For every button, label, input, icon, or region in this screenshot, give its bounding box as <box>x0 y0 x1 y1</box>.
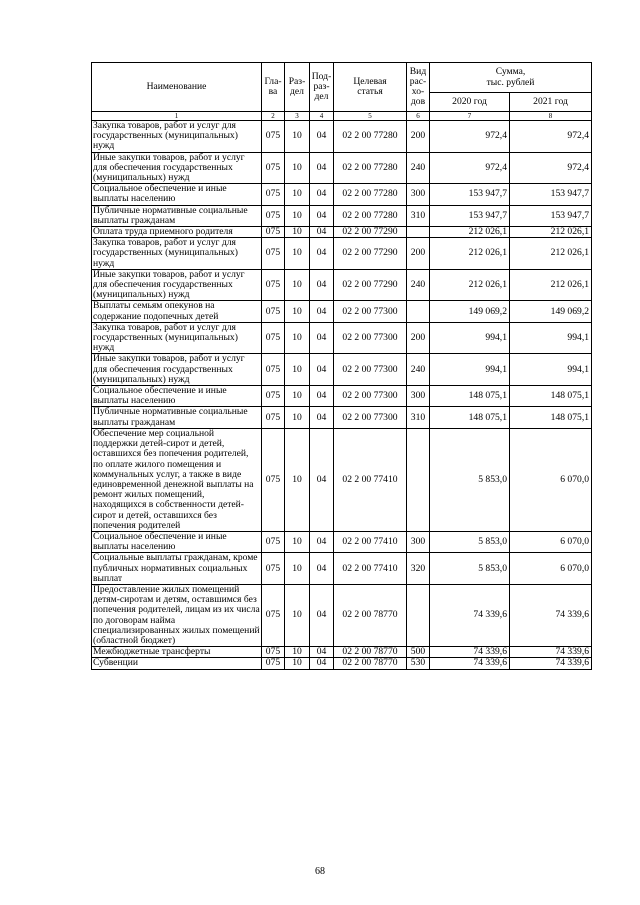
row-name-cell: Публичные нормативные социальные выплаты гражданам <box>92 407 262 428</box>
row-razdel-cell: 10 <box>285 227 310 238</box>
row-stat-cell: 02 2 00 77300 <box>334 354 407 386</box>
row-name-cell: Предоставление жилых помещений детям-сиротам и детям, оставшимся без попечения родителей, лицам из их числа по договорам найма специализированных жилых помещений (областной бюджет) <box>93 583 260 646</box>
row-glava-cell: 075 <box>262 121 285 153</box>
row-glava-cell: 075 <box>262 531 285 552</box>
row-vid-cell: 500 <box>407 647 430 658</box>
table-row <box>92 269 592 301</box>
row-podrazdel-cell: 04 <box>310 407 334 428</box>
header-year-2021: 2021 год <box>510 93 592 112</box>
row-razdel-cell: 10 <box>285 553 310 585</box>
row-sum-2020-cell: 212 026,1 <box>430 238 510 270</box>
row-sum-2021-cell: 972,4 <box>510 152 592 184</box>
row-stat-cell: 02 2 00 77300 <box>334 407 407 428</box>
row-sum-2021-cell: 212 026,1 <box>510 227 592 238</box>
column-index-cell: 6 <box>407 112 430 121</box>
row-glava-cell: 075 <box>262 584 285 646</box>
table-row <box>92 238 592 270</box>
row-name-cell: Социальное обеспечение и иные выплаты населению <box>92 386 262 407</box>
row-stat-cell: 02 2 00 77300 <box>334 386 407 407</box>
row-vid-cell <box>407 301 430 322</box>
row-stat-cell: 02 2 00 78770 <box>334 647 407 658</box>
row-sum-2021-cell: 74 339,6 <box>510 658 592 669</box>
row-sum-2021-cell: 6 070,0 <box>510 531 592 552</box>
table-body <box>92 121 592 670</box>
row-podrazdel-cell: 04 <box>310 184 334 205</box>
column-index-cell: 8 <box>510 112 592 121</box>
row-sum-2020-cell: 212 026,1 <box>430 227 510 238</box>
row-sum-2021-cell: 74 339,6 <box>510 647 592 658</box>
row-name-cell: Публичные нормативные социальные выплаты гражданам <box>92 205 262 226</box>
row-glava-cell: 075 <box>262 205 285 226</box>
row-sum-2020-cell: 74 339,6 <box>430 584 510 646</box>
row-sum-2021-cell: 153 947,7 <box>510 184 592 205</box>
row-name-cell: Закупка товаров, работ и услуг для государственных (муниципальных) нужд <box>92 238 262 270</box>
row-glava-cell: 075 <box>262 301 285 322</box>
row-sum-2020-cell: 5 853,0 <box>430 531 510 552</box>
row-stat-cell: 02 2 00 78770 <box>334 658 407 669</box>
row-glava-cell: 075 <box>262 184 285 205</box>
row-vid-cell: 240 <box>407 152 430 184</box>
row-sum-2020-cell: 148 075,1 <box>430 407 510 428</box>
row-vid-cell: 320 <box>407 553 430 585</box>
row-podrazdel-cell: 04 <box>310 227 334 238</box>
row-razdel-cell: 10 <box>285 531 310 552</box>
row-name-cell: Иные закупки товаров, работ и услуг для обеспечения государственных (муниципальных) нужд <box>92 354 262 386</box>
row-sum-2021-cell: 972,4 <box>510 121 592 153</box>
row-sum-2020-cell: 149 069,2 <box>430 301 510 322</box>
row-podrazdel-cell: 04 <box>310 658 334 669</box>
table-row <box>92 428 592 531</box>
budget-table <box>91 62 592 670</box>
row-sum-2020-cell: 153 947,7 <box>430 205 510 226</box>
row-name-cell: Иные закупки товаров, работ и услуг для обеспечения государственных (муниципальных) нужд <box>92 269 262 301</box>
row-name-cell: Межбюджетные трансферты <box>92 647 262 658</box>
row-vid-cell <box>407 428 430 531</box>
column-index-cell: 1 <box>92 112 262 121</box>
row-razdel-cell: 10 <box>285 301 310 322</box>
row-name-cell: Иные закупки товаров, работ и услуг для обеспечения государственных (муниципальных) нужд <box>92 152 262 184</box>
row-sum-2020-cell: 153 947,7 <box>430 184 510 205</box>
row-sum-2021-cell: 6 070,0 <box>510 428 592 531</box>
row-glava-cell: 075 <box>262 227 285 238</box>
budget-table-sheet <box>91 62 591 670</box>
row-name-cell: Оплата труда приемного родителя <box>92 227 262 238</box>
table-row <box>92 152 592 184</box>
row-sum-2021-cell: 212 026,1 <box>510 238 592 270</box>
table-row <box>92 647 592 658</box>
row-razdel-cell: 10 <box>285 322 310 354</box>
table-row <box>92 354 592 386</box>
row-name-cell: Закупка товаров, работ и услуг для государственных (муниципальных) нужд <box>92 121 262 153</box>
row-sum-2021-cell: 148 075,1 <box>510 386 592 407</box>
row-glava-cell: 075 <box>262 354 285 386</box>
table-row <box>92 584 592 646</box>
header-razdel: Раз- дел <box>285 63 310 112</box>
row-name-cell: Социальные выплаты гражданам, кроме публичных нормативных социальных выплат <box>92 553 262 585</box>
column-index-cell: 5 <box>334 112 407 121</box>
row-sum-2021-cell: 153 947,7 <box>510 205 592 226</box>
row-podrazdel-cell: 04 <box>310 386 334 407</box>
row-name-cell: Выплаты семьям опекунов на содержание подопечных детей <box>92 301 262 322</box>
row-razdel-cell: 10 <box>285 407 310 428</box>
row-vid-cell: 530 <box>407 658 430 669</box>
row-podrazdel-cell: 04 <box>310 647 334 658</box>
row-vid-cell: 300 <box>407 386 430 407</box>
row-sum-2021-cell: 74 339,6 <box>510 584 592 646</box>
row-glava-cell: 075 <box>262 407 285 428</box>
row-name-cell: Обеспечение мер социальной поддержки детей-сирот и детей, оставшихся без попечения родителей, по оплате жилого помещения и коммунальных услуг, а также в виде единовременной денежной выплаты на ремонт жилых помещений, находящихся в собственности детей-сирот и детей, оставшихся без попечения родителей <box>92 428 262 531</box>
column-index-cell: 4 <box>310 112 334 121</box>
row-podrazdel-cell: 04 <box>310 238 334 270</box>
row-stat-cell: 02 2 00 77280 <box>334 152 407 184</box>
row-podrazdel-cell: 04 <box>310 301 334 322</box>
header-year-2020: 2020 год <box>430 93 510 112</box>
row-stat-cell: 02 2 00 77290 <box>334 238 407 270</box>
row-razdel-cell: 10 <box>285 269 310 301</box>
row-sum-2020-cell: 212 026,1 <box>430 269 510 301</box>
row-razdel-cell: 10 <box>285 238 310 270</box>
row-stat-cell: 02 2 00 77300 <box>334 301 407 322</box>
table-row <box>92 121 592 153</box>
row-vid-cell: 200 <box>407 238 430 270</box>
row-name-cell: Социальное обеспечение и иные выплаты населению <box>92 531 262 552</box>
row-stat-cell: 02 2 00 77290 <box>334 227 407 238</box>
row-glava-cell: 075 <box>262 152 285 184</box>
column-index-cell: 7 <box>430 112 510 121</box>
column-index-cell: 2 <box>262 112 285 121</box>
row-vid-cell: 310 <box>407 205 430 226</box>
row-podrazdel-cell: 04 <box>310 428 334 531</box>
row-vid-cell: 300 <box>407 531 430 552</box>
row-sum-2020-cell: 994,1 <box>430 354 510 386</box>
row-name-cell: Закупка товаров, работ и услуг для государственных (муниципальных) нужд <box>92 322 262 354</box>
header-vid: Вид рас- хо- дов <box>407 63 430 112</box>
row-stat-cell: 02 2 00 78770 <box>334 584 407 646</box>
row-sum-2020-cell: 972,4 <box>430 121 510 153</box>
row-glava-cell: 075 <box>262 553 285 585</box>
row-razdel-cell: 10 <box>285 428 310 531</box>
row-podrazdel-cell: 04 <box>310 322 334 354</box>
row-sum-2020-cell: 74 339,6 <box>430 647 510 658</box>
row-name-cell: Субвенции <box>92 658 262 669</box>
table-row <box>92 227 592 238</box>
row-razdel-cell: 10 <box>285 152 310 184</box>
row-sum-2021-cell: 212 026,1 <box>510 269 592 301</box>
row-razdel-cell: 10 <box>285 647 310 658</box>
table-row <box>92 386 592 407</box>
row-razdel-cell: 10 <box>285 121 310 153</box>
table-row <box>92 407 592 428</box>
table-row <box>92 553 592 585</box>
header-stat: Целевая статья <box>334 63 407 112</box>
row-podrazdel-cell: 04 <box>310 121 334 153</box>
row-razdel-cell: 10 <box>285 386 310 407</box>
header-podrazdel: Под- раз- дел <box>310 63 334 112</box>
row-sum-2021-cell: 6 070,0 <box>510 553 592 585</box>
row-vid-cell: 300 <box>407 184 430 205</box>
row-podrazdel-cell: 04 <box>310 152 334 184</box>
row-glava-cell: 075 <box>262 428 285 531</box>
header-summa: Сумма, тыс. рублей <box>430 63 592 93</box>
row-glava-cell: 075 <box>262 322 285 354</box>
row-vid-cell <box>407 227 430 238</box>
column-index-cell: 3 <box>285 112 310 121</box>
row-sum-2020-cell: 148 075,1 <box>430 386 510 407</box>
row-sum-2021-cell: 994,1 <box>510 322 592 354</box>
row-sum-2021-cell: 994,1 <box>510 354 592 386</box>
row-vid-cell: 240 <box>407 354 430 386</box>
row-sum-2021-cell: 149 069,2 <box>510 301 592 322</box>
row-podrazdel-cell: 04 <box>310 584 334 646</box>
row-sum-2020-cell: 972,4 <box>430 152 510 184</box>
row-name-cell: Социальное обеспечение и иные выплаты населению <box>92 184 262 205</box>
page-number: 68 <box>315 866 325 877</box>
row-vid-cell: 200 <box>407 322 430 354</box>
row-stat-cell: 02 2 00 77300 <box>334 322 407 354</box>
row-razdel-cell: 10 <box>285 205 310 226</box>
row-sum-2020-cell: 994,1 <box>430 322 510 354</box>
row-stat-cell: 02 2 00 77410 <box>334 428 407 531</box>
header-glava: Гла- ва <box>262 63 285 112</box>
table-row <box>92 658 592 669</box>
table-row <box>92 531 592 552</box>
row-sum-2020-cell: 5 853,0 <box>430 553 510 585</box>
row-glava-cell: 075 <box>262 386 285 407</box>
row-stat-cell: 02 2 00 77280 <box>334 184 407 205</box>
row-glava-cell: 075 <box>262 269 285 301</box>
row-vid-cell: 240 <box>407 269 430 301</box>
table-row <box>92 301 592 322</box>
table-row <box>92 322 592 354</box>
header-name: Наименование <box>92 63 262 112</box>
row-podrazdel-cell: 04 <box>310 354 334 386</box>
row-razdel-cell: 10 <box>285 584 310 646</box>
row-vid-cell: 310 <box>407 407 430 428</box>
row-sum-2020-cell: 74 339,6 <box>430 658 510 669</box>
row-razdel-cell: 10 <box>285 184 310 205</box>
row-stat-cell: 02 2 00 77410 <box>334 531 407 552</box>
row-glava-cell: 075 <box>262 658 285 669</box>
row-glava-cell: 075 <box>262 238 285 270</box>
row-podrazdel-cell: 04 <box>310 553 334 585</box>
row-vid-cell: 200 <box>407 121 430 153</box>
row-vid-cell <box>407 584 430 646</box>
row-stat-cell: 02 2 00 77280 <box>334 205 407 226</box>
row-glava-cell: 075 <box>262 647 285 658</box>
row-stat-cell: 02 2 00 77410 <box>334 553 407 585</box>
row-podrazdel-cell: 04 <box>310 205 334 226</box>
row-stat-cell: 02 2 00 77280 <box>334 121 407 153</box>
row-podrazdel-cell: 04 <box>310 531 334 552</box>
row-sum-2020-cell: 5 853,0 <box>430 428 510 531</box>
row-podrazdel-cell: 04 <box>310 269 334 301</box>
table-row <box>92 205 592 226</box>
row-razdel-cell: 10 <box>285 658 310 669</box>
table-row <box>92 184 592 205</box>
row-sum-2021-cell: 148 075,1 <box>510 407 592 428</box>
row-stat-cell: 02 2 00 77290 <box>334 269 407 301</box>
row-razdel-cell: 10 <box>285 354 310 386</box>
